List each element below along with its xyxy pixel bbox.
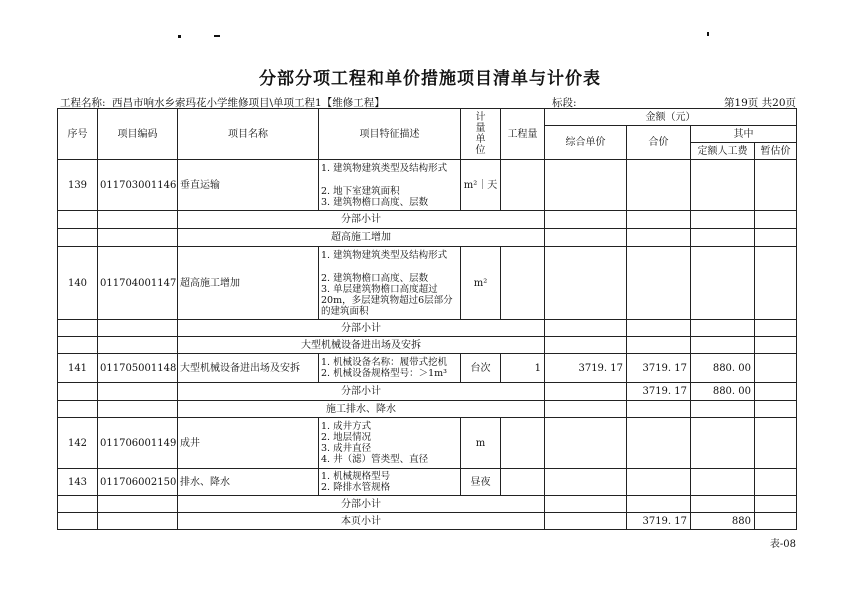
- empty-cell: [755, 211, 797, 229]
- project-name: 西昌市响水乡索玛花小学维修项目\单项工程1【维修工程】: [112, 97, 385, 109]
- header-among: 其中: [691, 126, 797, 143]
- table-row: [58, 247, 797, 320]
- empty-cell: [691, 320, 755, 337]
- feature-line: 3. 建筑物檐口高度、层数: [321, 196, 429, 208]
- empty-cell: [691, 401, 755, 418]
- empty-cell: [627, 229, 691, 247]
- total-cell: [627, 160, 691, 211]
- table-row: [58, 418, 797, 469]
- page-title: 分部分项工程和单价措施项目清单与计价表: [259, 69, 601, 89]
- subtotal-label: 分部小计: [178, 211, 545, 229]
- labor-cell: [691, 160, 755, 211]
- feature-line: 1. 建筑物建筑类型及结构形式: [321, 249, 448, 261]
- unit-cell: 昼夜: [461, 469, 501, 496]
- header-features: 项目特征描述: [319, 109, 461, 160]
- unit-price-cell: [545, 418, 627, 469]
- empty-cell: [98, 401, 178, 418]
- empty-cell: [58, 229, 98, 247]
- provisional-cell: [755, 354, 797, 383]
- unit-cell: m²｜天: [461, 160, 501, 211]
- code-cell: 011706002150: [98, 469, 178, 496]
- feature-line: 的建筑面积: [321, 305, 369, 317]
- empty-cell: [58, 496, 98, 513]
- scan-mark: [214, 35, 220, 37]
- seq-cell: 141: [58, 354, 98, 383]
- empty-cell: [98, 496, 178, 513]
- seq-cell: 142: [58, 418, 98, 469]
- features-cell: [319, 160, 461, 211]
- feature-line: 2. 地层情况: [321, 432, 372, 443]
- subtotal-row: [58, 211, 797, 229]
- table-row: [58, 354, 797, 383]
- qty-cell: [501, 247, 545, 320]
- subtotal-label: 分部小计: [178, 383, 545, 401]
- project-label: 工程名称:: [60, 97, 106, 109]
- table-row: [58, 160, 797, 211]
- total-cell: [627, 247, 691, 320]
- empty-cell: [755, 513, 797, 530]
- page-subtotal-row: [58, 513, 797, 530]
- seq-cell: 140: [58, 247, 98, 320]
- qty-cell: [501, 469, 545, 496]
- empty-cell: [691, 337, 755, 354]
- empty-cell: [691, 211, 755, 229]
- unit-price-cell: [545, 469, 627, 496]
- feature-line: 20m，多层建筑物超过6层部分: [321, 294, 453, 306]
- empty-cell: [58, 337, 98, 354]
- qty-cell: [501, 160, 545, 211]
- code-cell: 011703001146: [98, 160, 178, 211]
- empty-cell: [755, 229, 797, 247]
- header-seq: 序号: [58, 109, 98, 160]
- empty-cell: [691, 229, 755, 247]
- provisional-cell: [755, 418, 797, 469]
- feature-line: 3. 单层建筑物檐口高度超过: [321, 283, 438, 295]
- empty-cell: [545, 496, 627, 513]
- name-cell: 垂直运输: [178, 160, 319, 211]
- empty-cell: [755, 383, 797, 401]
- code-cell: 011705001148: [98, 354, 178, 383]
- empty-cell: [545, 229, 627, 247]
- total-cell: [627, 418, 691, 469]
- subtotal-row: [58, 496, 797, 513]
- feature-line: 1. 成井方式: [321, 421, 372, 432]
- bill-of-quantities-table: [57, 108, 797, 530]
- unit-cell: 台次: [461, 354, 501, 383]
- empty-cell: [755, 320, 797, 337]
- total-cell: 3719. 17: [627, 354, 691, 383]
- feature-line: 2. 地下室建筑面积: [321, 185, 400, 197]
- empty-cell: [98, 383, 178, 401]
- empty-cell: [545, 320, 627, 337]
- empty-cell: [98, 320, 178, 337]
- unit-price-cell: [545, 247, 627, 320]
- empty-cell: [627, 496, 691, 513]
- header-row: [58, 109, 797, 126]
- section-row: [58, 337, 797, 354]
- feature-line: 4. 井（滤）管类型、直径: [321, 454, 429, 465]
- empty-cell: [627, 320, 691, 337]
- page-subtotal-labor: 880: [691, 513, 755, 530]
- empty-cell: [627, 337, 691, 354]
- features-cell: [319, 418, 461, 469]
- subtotal-total: 3719. 17: [627, 383, 691, 401]
- page-subtotal-label: 本页小计: [178, 513, 545, 530]
- subtotal-row: [58, 320, 797, 337]
- labor-cell: [691, 418, 755, 469]
- unit-cell: m: [461, 418, 501, 469]
- seq-cell: 139: [58, 160, 98, 211]
- name-cell: 成井: [178, 418, 319, 469]
- empty-cell: [545, 383, 627, 401]
- table-row: [58, 469, 797, 496]
- section-title: 超高施工增加: [178, 229, 545, 247]
- feature-line: 1. 建筑物建筑类型及结构形式: [321, 162, 448, 174]
- empty-cell: [755, 401, 797, 418]
- feature-line: 1. 机械规格型号: [321, 471, 391, 482]
- section-label: 标段:: [552, 97, 577, 109]
- empty-cell: [755, 337, 797, 354]
- subtotal-labor: 880. 00: [691, 383, 755, 401]
- scan-mark: [178, 35, 181, 38]
- empty-cell: [58, 401, 98, 418]
- header-unit-text: 计量单位: [475, 112, 486, 156]
- subtotal-label: 分部小计: [178, 496, 545, 513]
- empty-cell: [98, 211, 178, 229]
- labor-cell: [691, 247, 755, 320]
- scan-mark: [707, 32, 709, 36]
- header-labor: 定额人工费: [691, 143, 755, 160]
- header-total: 合价: [627, 126, 691, 160]
- provisional-cell: [755, 247, 797, 320]
- qty-cell: 1: [501, 354, 545, 383]
- features-cell: [319, 469, 461, 496]
- header-unit: [461, 109, 501, 160]
- empty-cell: [691, 496, 755, 513]
- empty-cell: [98, 229, 178, 247]
- name-cell: 超高施工增加: [178, 247, 319, 320]
- subtotal-row: [58, 383, 797, 401]
- empty-cell: [98, 513, 178, 530]
- section-title: 施工排水、降水: [178, 401, 545, 418]
- code-cell: 011706001149: [98, 418, 178, 469]
- empty-cell: [58, 211, 98, 229]
- empty-cell: [545, 401, 627, 418]
- page-info: 第19页 共20页: [723, 97, 796, 109]
- provisional-cell: [755, 160, 797, 211]
- form-code: 表-08: [769, 539, 796, 550]
- feature-line: 1. 机械设备名称：履带式挖机: [321, 357, 448, 368]
- unit-price-cell: 3719. 17: [545, 354, 627, 383]
- section-title: 大型机械设备进出场及安拆: [178, 337, 545, 354]
- empty-cell: [545, 337, 627, 354]
- empty-cell: [627, 211, 691, 229]
- empty-cell: [98, 337, 178, 354]
- name-cell: 大型机械设备进出场及安拆: [178, 354, 319, 383]
- features-cell: [319, 247, 461, 320]
- feature-line: 3. 成井直径: [321, 443, 372, 454]
- feature-line: 2. 降排水管规格: [321, 482, 391, 493]
- header-name: 项目名称: [178, 109, 319, 160]
- labor-cell: 880. 00: [691, 354, 755, 383]
- name-cell: 排水、降水: [178, 469, 319, 496]
- empty-cell: [545, 211, 627, 229]
- empty-cell: [58, 320, 98, 337]
- feature-line: 2. 机械设备规格型号：＞1m³: [321, 368, 447, 379]
- section-row: [58, 401, 797, 418]
- subtotal-label: 分部小计: [178, 320, 545, 337]
- unit-price-cell: [545, 160, 627, 211]
- empty-cell: [58, 383, 98, 401]
- header-provisional: 暂估价: [755, 143, 797, 160]
- empty-cell: [755, 496, 797, 513]
- empty-cell: [627, 401, 691, 418]
- features-cell: [319, 354, 461, 383]
- feature-line: 2. 建筑物檐口高度、层数: [321, 272, 429, 284]
- header-code: 项目编码: [98, 109, 178, 160]
- code-cell: 011704001147: [98, 247, 178, 320]
- section-row: [58, 229, 797, 247]
- unit-cell: m²: [461, 247, 501, 320]
- qty-cell: [501, 418, 545, 469]
- provisional-cell: [755, 469, 797, 496]
- empty-cell: [58, 513, 98, 530]
- page-subtotal-total: 3719. 17: [627, 513, 691, 530]
- empty-cell: [545, 513, 627, 530]
- header-unit-price: 综合单价: [545, 126, 627, 160]
- header-qty: 工程量: [501, 109, 545, 160]
- total-cell: [627, 469, 691, 496]
- header-amount: 金额（元）: [545, 109, 797, 126]
- seq-cell: 143: [58, 469, 98, 496]
- labor-cell: [691, 469, 755, 496]
